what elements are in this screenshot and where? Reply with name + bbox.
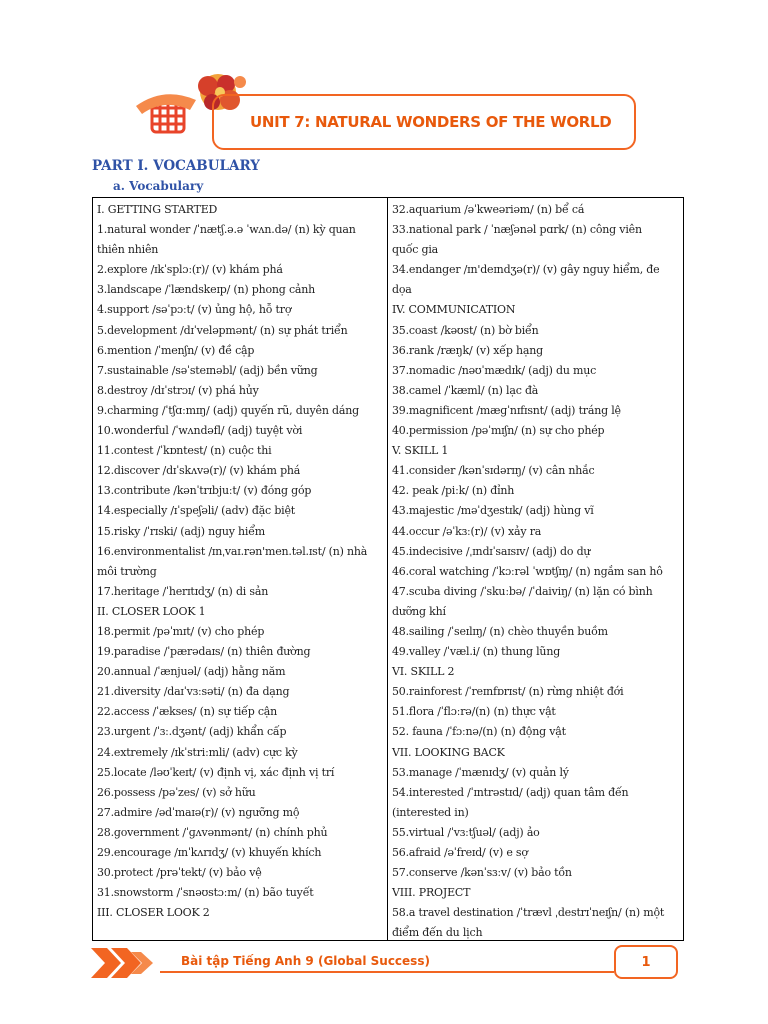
vocabulary-entry: 48.sailing /ˈseɪlɪŋ/ (n) chèo thuyền buồm [392,624,608,638]
vocabulary-entry: 19.paradise /ˈpærədaɪs/ (n) thiên đường [97,645,311,659]
footer-book-title: Bài tập Tiếng Anh 9 (Global Success) [181,954,430,968]
vocabulary-entry: dưỡng khí [392,604,446,618]
vocabulary-entry: 28.government /ˈɡʌvənmənt/ (n) chính phủ [97,825,328,839]
vocabulary-entry: 29.encourage /ɪnˈkʌrɪdʒ/ (v) khuyến khích [97,846,322,859]
vocabulary-entry: 53.manage /ˈmænɪdʒ/ (v) quản lý [392,765,569,779]
vocabulary-entry: 50.rainforest /ˈreɪnfɒrɪst/ (n) rừng nhiệt đới [392,685,624,699]
vocabulary-entry: 42. peak /piːk/ (n) đỉnh [392,484,515,498]
vocabulary-entry: 36.rank /ræŋk/ (v) xếp hạng [392,343,543,357]
vocabulary-entry: 47.scuba diving /ˈskuːbə/ /ˈdaiviŋ/ (n) lặn có bình [392,584,653,598]
vocabulary-entry: 51.flora /ˈflɔːrə/(n) (n) thực vật [392,705,556,719]
vocabulary-entry: 27.admire /ədˈmaɪə(r)/ (v) ngưỡng mộ [97,805,300,819]
footer-divider [160,971,614,973]
vocabulary-entry: 31.snowstorm /ˈsnəʊstɔːm/ (n) bão tuyết [97,886,314,900]
vocabulary-entry: 41.consider /kənˈsɪdərɪŋ/ (v) cân nhắc [392,464,595,478]
vocabulary-entry: 32.aquarium /əˈkweəriəm/ (n) bể cá [392,203,585,216]
vocabulary-entry: thiên nhiên [97,243,159,257]
vocabulary-entry: 43.majestic /məˈdʒestɪk/ (adj) hùng vĩ [392,504,594,518]
vocabulary-entry: 46.coral watching /ˈkɔːrəl ˈwɒtʃɪŋ/ (n) ngắm san hô [392,564,663,578]
vocabulary-entry: 55.virtual /ˈvɜːtʃuəl/ (adj) ảo [392,825,540,839]
vocabulary-entry: VII. LOOKING BACK [392,745,505,759]
vocabulary-entry: 20.annual /ˈænjuəl/ (adj) hằng năm [97,665,286,679]
vocabulary-entry: 7.sustainable /səˈsteɪnəbl/ (adj) bền vững [97,363,318,377]
vocabulary-entry: 1.natural wonder /ˈnætʃ.ə.ə ˈwʌn.də/ (n) kỳ quan [97,223,356,237]
section-subtitle: a. Vocabulary [113,179,204,193]
chevron-arrows-icon [91,946,155,980]
vocabulary-entry: I. GETTING STARTED [97,203,218,216]
vocabulary-entry: 16.environmentalist /ɪnˌvaɪ.rən'men.təl.ɪst/ (n) nhà [97,544,368,558]
vocabulary-entry: 38.camel /ˈkæml/ (n) lạc đà [392,383,539,397]
vocabulary-entry: 52. fauna /ˈfɔːnə/(n) (n) động vật [392,725,566,739]
vocabulary-entry: 5.development /dɪˈveləpmənt/ (n) sự phát triển [97,323,348,337]
vocabulary-entry: 44.occur /əˈkɜː(r)/ (v) xảy ra [392,524,542,538]
part-title: PART I. VOCABULARY [92,158,260,174]
vocabulary-entry: 26.possess /pəˈzes/ (v) sở hữu [97,785,256,799]
vocabulary-entry: 34.endanger /ɪn'deɪndʒə(r)/ (v) gây nguy hiểm, đe [392,263,660,277]
vocabulary-entry: 54.interested /ˈɪntrəstɪd/ (adj) quan tâm đến [392,785,629,799]
vocabulary-entry: 22.access /ˈækses/ (n) sự tiếp cận [97,705,278,719]
vocabulary-entry: 3.landscape /ˈlændskeɪp/ (n) phong cảnh [97,283,316,297]
vocabulary-entry: 23.urgent /ˈɜː.dʒənt/ (adj) khẩn cấp [97,725,287,739]
vocabulary-entry: 9.charming /ˈtʃɑːmɪŋ/ (adj) quyến rũ, duyên dáng [97,403,359,417]
vocabulary-entry: 25.locate /ləʊˈkeɪt/ (v) định vị, xác định vị trí [97,765,335,779]
vocabulary-entry: 18.permit /pəˈmɪt/ (v) cho phép [97,624,265,638]
vocabulary-entry: 57.conserve /kənˈsɜːv/ (v) bảo tồn [392,866,572,880]
vocabulary-entry: (interested in) [392,805,469,819]
vocabulary-entry: 4.support /səˈpɔːt/ (v) ủng hộ, hỗ trợ [97,303,292,317]
vocabulary-entry: 8.destroy /dɪˈstrɔɪ/ (v) phá hủy [97,383,259,397]
vocabulary-entry: 2.explore /ɪkˈsplɔː(r)/ (v) khám phá [97,263,283,277]
vocabulary-entry: 45.indecisive /ˌɪndɪˈsaɪsɪv/ (adj) do dự [392,544,591,558]
vocabulary-entry: 13.contribute /kənˈtrɪbjuːt/ (v) đóng góp [97,484,312,498]
vocabulary-entry: 24.extremely /ɪkˈstriːmli/ (adv) cực kỳ [97,745,298,759]
vocabulary-entry: VI. SKILL 2 [392,665,455,679]
vocabulary-entry: 21.diversity /daɪˈvɜːsəti/ (n) đa dạng [97,685,290,699]
vocabulary-entry: 33.national park / ˈnæʃənəl pɑrk/ (n) công viên [392,223,642,237]
vocabulary-entry: 56.afraid /əˈfreɪd/ (v) e sợ [392,846,528,859]
vocabulary-entry: quốc gia [392,243,439,257]
vocabulary-entry: 6.mention /ˈmenʃn/ (v) đề cập [97,343,255,357]
vocabulary-entry: dọa [392,283,412,297]
vocabulary-entry: 49.valley /ˈvæl.i/ (n) thung lũng [392,645,561,659]
vocabulary-entry: 15.risky /ˈrɪski/ (adj) nguy hiểm [97,524,266,538]
vocabulary-entry: IV. COMMUNICATION [392,303,516,317]
unit-title: UNIT 7: NATURAL WONDERS OF THE WORLD [250,113,612,131]
vocabulary-entry: V. SKILL 1 [392,444,449,458]
vocabulary-entry: III. CLOSER LOOK 2 [97,906,210,920]
vocabulary-entry: 10.wonderful /ˈwʌndəfl/ (adj) tuyệt vời [97,424,303,438]
vocabulary-entry: 39.magnificent /mæɡˈnɪfɪsnt/ (adj) tráng lệ [392,403,621,417]
vocabulary-entry: 40.permission /pəˈmɪʃn/ (n) sự cho phép [392,424,605,438]
vocabulary-table [92,197,684,941]
vocabulary-entry: môi trường [97,564,157,578]
vocabulary-entry: điểm đến du lịch [392,926,483,940]
vocabulary-entry: 17.heritage /ˈherɪtɪdʒ/ (n) di sản [97,584,269,598]
vocabulary-entry: II. CLOSER LOOK 1 [97,604,206,618]
vocabulary-entry: 35.coast /kəʊst/ (n) bờ biển [392,323,539,337]
vocabulary-entry: 12.discover /dɪˈskʌvə(r)/ (v) khám phá [97,464,301,478]
vocabulary-column-right [388,198,683,940]
vocabulary-entry: 37.nomadic /nəʊˈmædɪk/ (adj) du mục [392,363,597,377]
vocabulary-entry: VIII. PROJECT [392,886,471,900]
vocabulary-entry: 11.contest /ˈkɒntest/ (n) cuộc thi [97,444,272,458]
vocabulary-column-left [93,198,388,940]
vocabulary-entry: 14.especially /ɪˈspeʃəli/ (adv) đặc biệt [97,504,296,518]
vocabulary-entry: 30.protect /prəˈtekt/ (v) bảo vệ [97,866,262,880]
page-number: 1 [614,945,678,979]
vocabulary-entry: 58.a travel destination /ˈtrævl ˌdestrɪˈneɪʃn/ (n) một [392,906,665,920]
